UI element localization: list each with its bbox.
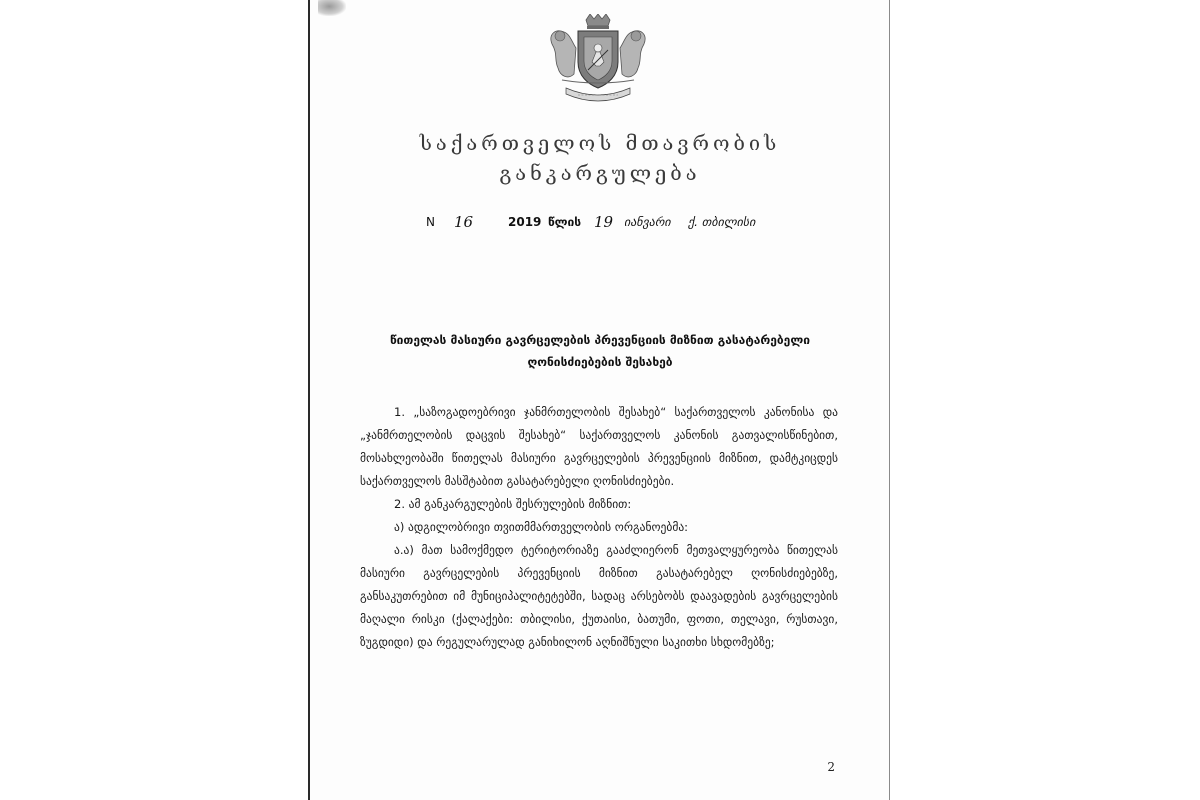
paragraph-1: 1. „საზოგადოებრივი ჯანმრთელობის შესახებ“ საქართველოს კანონისა და „ჯანმრთელობის დაცვის შესახებ“ საქართველოს კანონის გათვალისწინებით, მოსახლეობაში წითელას მასიური გავრცელების პრევენციის მიზნით, დამტკიცდეს საქართველოს მასშტაბით გასატარებელი ღონისძიებები. — [360, 405, 838, 488]
coat-of-arms-emblem — [538, 14, 658, 106]
city: ქ. თბილისი — [688, 215, 756, 229]
paragraph-2a-a: ა.ა) მათ სამოქმედო ტერიტორიაზე გააძლიერონ მეთვალყურეობა წითელას მასიური გავრცელების პრევენციის მიზნით გასატარებელ ღონისძიებებზე, განსაკუთრებით იმ მუნიციპალიტეტებში, სადაც არსებობს დაავადების გავრცელების მაღალი რისკი (ქალაქები: თბილისი, ქუთაისი, ბათუმი, ფოთი, თელავი, რუსთავი, ზუგდიდი) და რეგულარულად განიხილონ აღნიშნული საკითხი სხდომებზე; — [360, 543, 838, 649]
document-page — [308, 0, 890, 800]
year: 2019 — [508, 215, 542, 229]
scan-margin — [0, 0, 308, 800]
decree-title-line1: წითელას მასიური გავრცელების პრევენციის მიზნით გასატარებელი — [390, 333, 810, 347]
paragraph-2a: ა) ადგილობრივი თვითმმართველობის ორგანოებმა: — [394, 520, 689, 534]
scan-artifact — [318, 0, 346, 16]
government-heading-line2: განკარგულება — [499, 161, 701, 185]
document-number-date-row — [410, 215, 810, 235]
decree-body — [360, 401, 838, 654]
decree-number: 16 — [454, 213, 474, 231]
day: 19 — [594, 213, 614, 231]
decree-title-line2: ღონისძიებების შესახებ — [527, 355, 673, 369]
paragraph-2: 2. ამ განკარგულების შესრულების მიზნით: — [394, 497, 632, 511]
year-word: წლის — [548, 215, 582, 229]
month: იანვარი — [624, 215, 671, 229]
page-number: 2 — [827, 760, 835, 774]
number-label: N — [426, 215, 435, 229]
government-heading-line1: საქართველოს მთავრობის — [419, 131, 781, 155]
